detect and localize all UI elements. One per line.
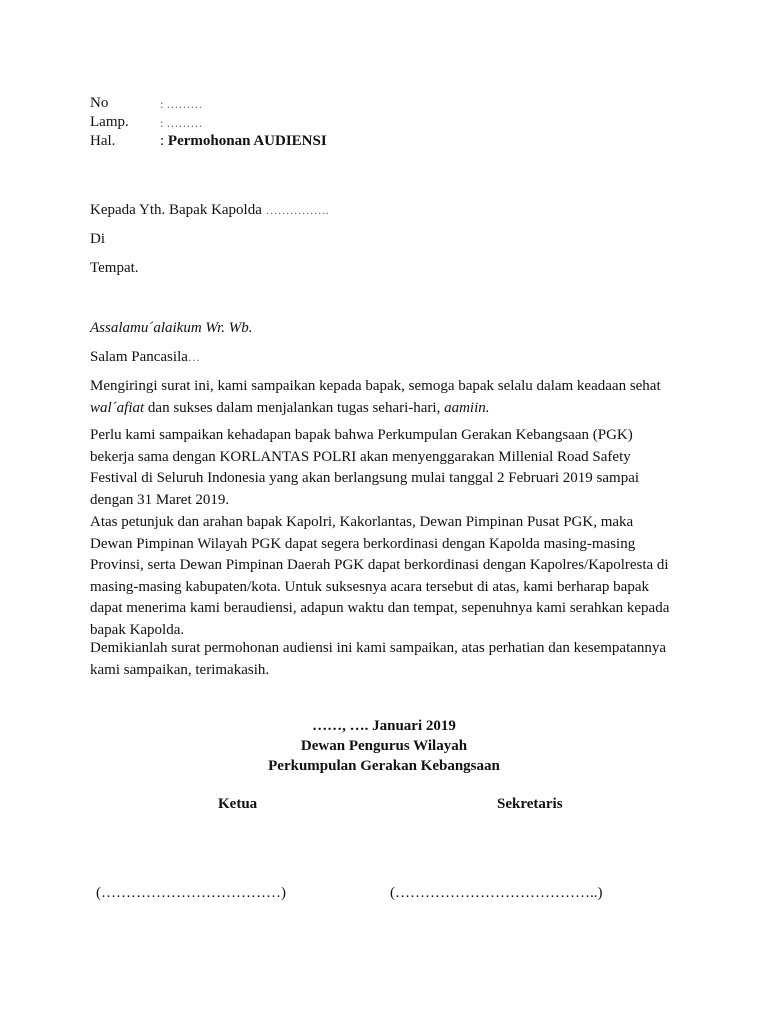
recipient-di: Di xyxy=(90,231,105,247)
ketua-signature-line: (………………………………) xyxy=(96,885,286,901)
paragraph-3-line: dapat menerima kami beraudiensi, adapun waktu dan tempat, sepenuhnya kami serahkan kepada xyxy=(90,600,670,616)
recipient-line xyxy=(90,201,329,219)
paragraph-3-line: bapak Kapolda. xyxy=(90,621,185,638)
paragraph-1-line-1: Mengiringi surat ini, kami sampaikan kepada bapak, semoga bapak selalu dalam keadaan sehat xyxy=(90,378,661,394)
paragraph-3-line: masing-masing kabupaten/kota. Untuk suksesnya acara tersebut di atas, kami berharap bapak xyxy=(90,578,649,595)
salam-line xyxy=(90,348,200,366)
paragraph-3-line: Dewan Pimpinan Wilayah PGK dapat segera berkordinasi dengan Kapolda masing-masing xyxy=(90,535,636,552)
paragraph-2-line: bekerja sama dengan KORLANTAS POLRI akan menyenggarakan Millenial Road Safety xyxy=(90,448,631,465)
lamp-label: Lamp. xyxy=(90,114,129,130)
closing-date: ……, …. Januari 2019 xyxy=(312,718,456,734)
no-value: : ……… xyxy=(160,97,203,111)
hal-row xyxy=(160,132,327,150)
salam-dots: … xyxy=(187,350,200,364)
recipient-place: Tempat. xyxy=(90,260,139,276)
p1-mid-text: dan sukses dalam menjalankan tugas sehari-hari, xyxy=(144,399,445,416)
paragraph-3 xyxy=(90,512,680,641)
paragraph-2-line: Festival di Seluruh Indonesia yang akan berlangsung mulai tanggal 2 Februari 2019 sampai xyxy=(90,470,640,486)
paragraph-3-line: Atas petunjuk dan arahan bapak Kapolri, Kakorlantas, Dewan Pimpinan Pusat PGK, maka xyxy=(90,514,634,530)
closing-org-2: Perkumpulan Gerakan Kebangsaan xyxy=(268,758,500,774)
paragraph-2-line: Perlu kami sampaikan kehadapan bapak bahwa Perkumpulan Gerakan Kebangsaan (PGK) xyxy=(90,427,633,443)
no-label: No xyxy=(90,95,109,111)
salutation xyxy=(90,319,253,337)
lamp-value: : ……… xyxy=(160,116,203,130)
hal-label: Hal. xyxy=(90,133,116,149)
paragraph-4 xyxy=(90,638,680,681)
ketua-title: Ketua xyxy=(218,796,258,812)
closing-org-1: Dewan Pengurus Wilayah xyxy=(300,738,468,754)
aamiin-text: aamiin. xyxy=(444,399,490,416)
paragraph-3-line: Provinsi, serta Dewan Pimpinan Daerah PGK dapat berkordinasi dengan Kapolres/Kapolresta di xyxy=(90,557,669,573)
recipient-text: Kepada Yth. Bapak Kapolda xyxy=(90,202,262,218)
paragraph-2-line: dengan 31 Maret 2019. xyxy=(90,491,230,508)
paragraph-1 xyxy=(90,376,680,419)
salam-text: Salam Pancasila xyxy=(90,349,188,365)
hal-colon: : xyxy=(160,133,165,149)
sekretaris-signature-line: (…………………………………..) xyxy=(390,885,603,901)
paragraph-1-line-2 xyxy=(90,398,680,420)
hal-subject: Permohonan AUDIENSI xyxy=(167,133,327,149)
paragraph-4-line: kami sampaikan, terimakasih. xyxy=(90,661,270,678)
sekretaris-title: Sekretaris xyxy=(497,796,563,812)
walafiat-text: wal´afiat xyxy=(90,399,145,416)
salutation-text: Assalamu´alaikum Wr. Wb. xyxy=(90,320,253,336)
recipient-dots: ……………. xyxy=(265,203,329,217)
paragraph-2 xyxy=(90,425,680,511)
paragraph-4-line: Demikianlah surat permohonan audiensi ini kami sampaikan, atas perhatian dan kesempatannya xyxy=(90,640,667,656)
